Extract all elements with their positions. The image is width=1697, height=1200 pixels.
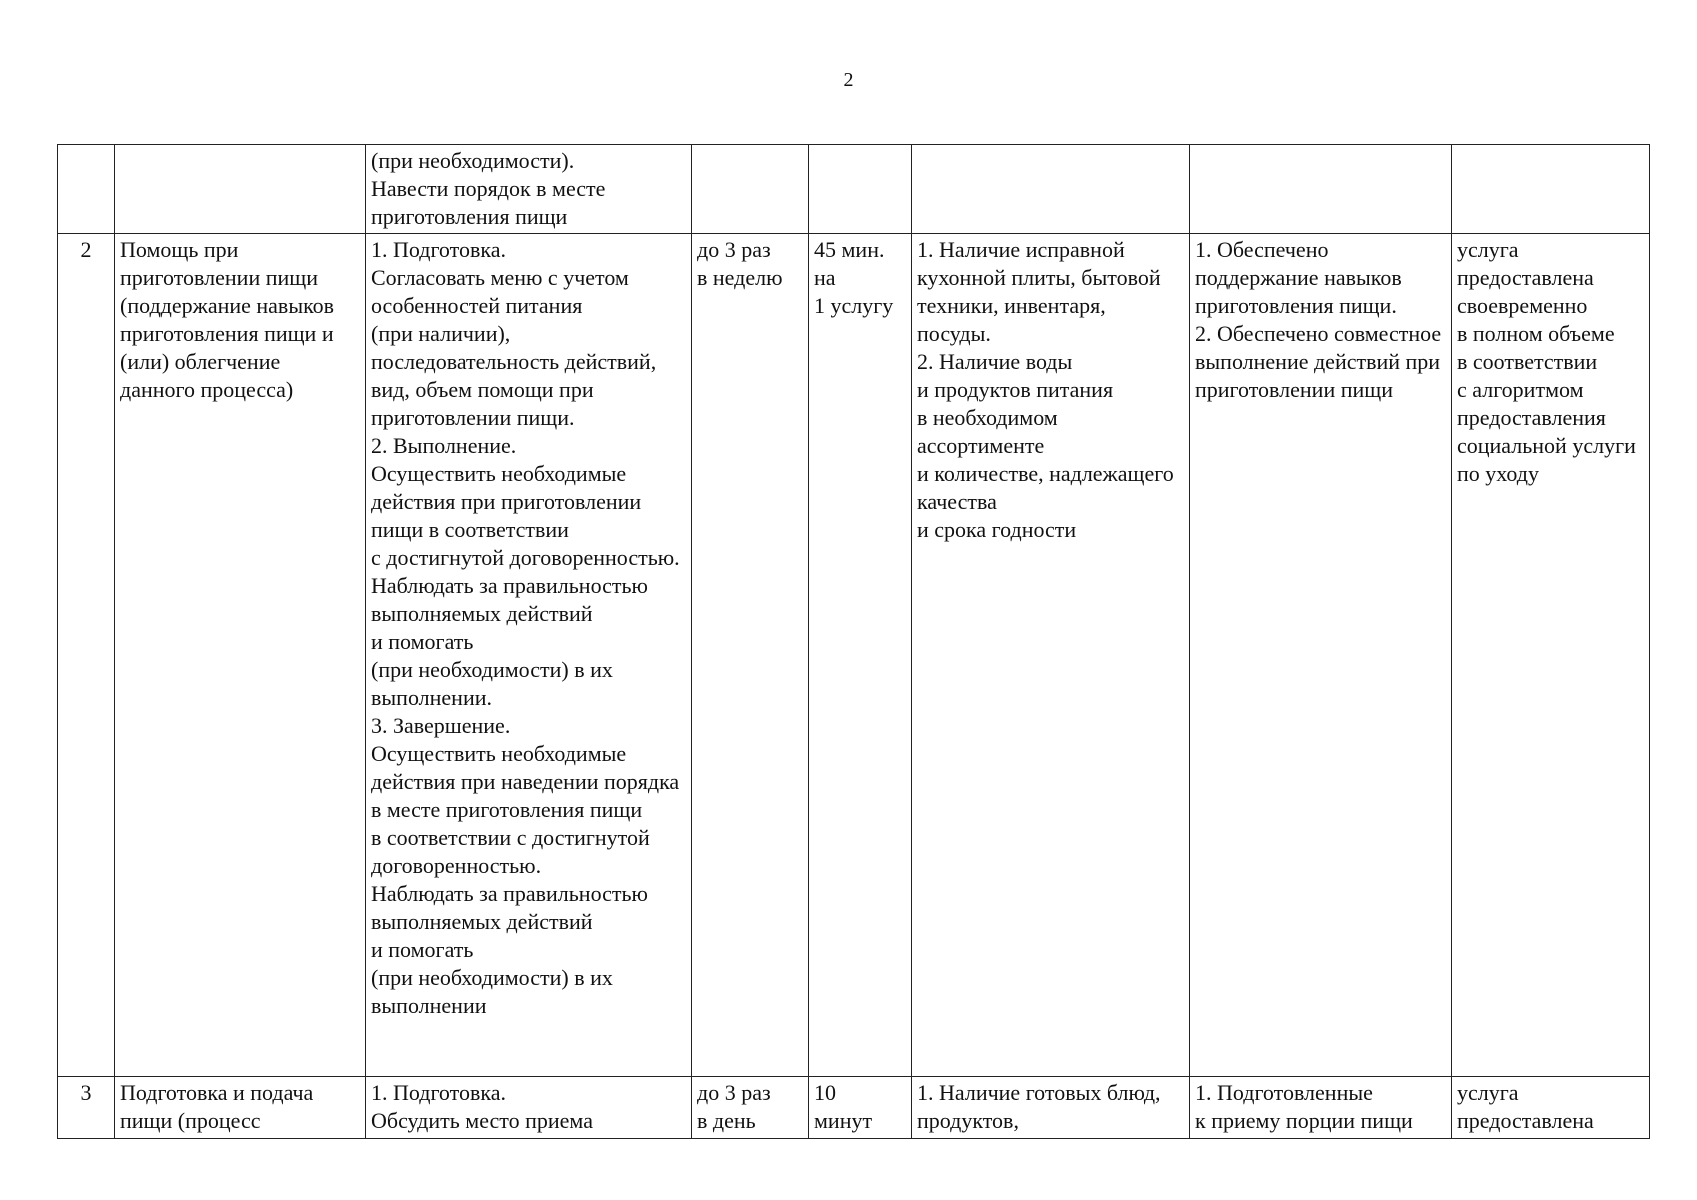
- frequency-cell: до 3 раз в неделю: [692, 234, 809, 1077]
- results-cell: 1. Обеспечено поддержание навыков приготовления пищи. 2. Обеспечено совместное выполнение действий при приготовлении пищи: [1190, 234, 1452, 1077]
- duration-cell: 45 мин. на 1 услугу: [809, 234, 912, 1077]
- table-row: [58, 145, 1650, 234]
- service-steps-cell: 1. Подготовка. Согласовать меню с учетом особенностей питания (при наличии), последовательность действий, вид, объем помощи при приготовлении пищи. 2. Выполнение. Осуществить необходимые действия при приготовлении пищи в соответствии с достигнутой договоренностью. Наблюдать за правильностью выполняемых действий и помогать (при необходимости) в их выполнении. 3. Завершение. Осуществить необходимые действия при наведении порядка в месте приготовления пищи в соответствии с достигнутой договоренностью. Наблюдать за правильностью выполняемых действий и помогать (при необходимости) в их выполнении: [366, 234, 692, 1077]
- service-name-cell: Помощь при приготовлении пищи (поддержание навыков приготовления пищи и (или) облегчение данного процесса): [115, 234, 366, 1077]
- evaluation-cell: услуга предоставлена своевременно в полном объеме в соответствии с алгоритмом предоставления социальной услуги по уходу: [1452, 234, 1650, 1077]
- frequency-cell: до 3 раз в день: [692, 1077, 809, 1139]
- table-row: [58, 234, 1650, 1077]
- conditions-cell: [912, 145, 1190, 234]
- conditions-cell: 1. Наличие готовых блюд, продуктов,: [912, 1077, 1190, 1139]
- row-number-cell: [58, 145, 115, 234]
- frequency-cell: [692, 145, 809, 234]
- duration-cell: 10 минут: [809, 1077, 912, 1139]
- evaluation-cell: [1452, 145, 1650, 234]
- results-cell: 1. Подготовленные к приему порции пищи: [1190, 1077, 1452, 1139]
- results-cell: [1190, 145, 1452, 234]
- service-table: [57, 144, 1650, 1139]
- conditions-cell: 1. Наличие исправной кухонной плиты, бытовой техники, инвентаря, посуды. 2. Наличие воды и продуктов питания в необходимом ассортименте и количестве, надлежащего качества и срока годности: [912, 234, 1190, 1077]
- evaluation-cell: услуга предоставлена: [1452, 1077, 1650, 1139]
- service-steps-cell: 1. Подготовка. Обсудить место приема: [366, 1077, 692, 1139]
- service-name-cell: Подготовка и подача пищи (процесс: [115, 1077, 366, 1139]
- duration-cell: [809, 145, 912, 234]
- service-steps-cell: (при необходимости). Навести порядок в месте приготовления пищи: [366, 145, 692, 234]
- row-number-cell: 3: [58, 1077, 115, 1139]
- table-row: [58, 1077, 1650, 1139]
- row-number-cell: 2: [58, 234, 115, 1077]
- page-number: 2: [843, 69, 854, 91]
- service-name-cell: [115, 145, 366, 234]
